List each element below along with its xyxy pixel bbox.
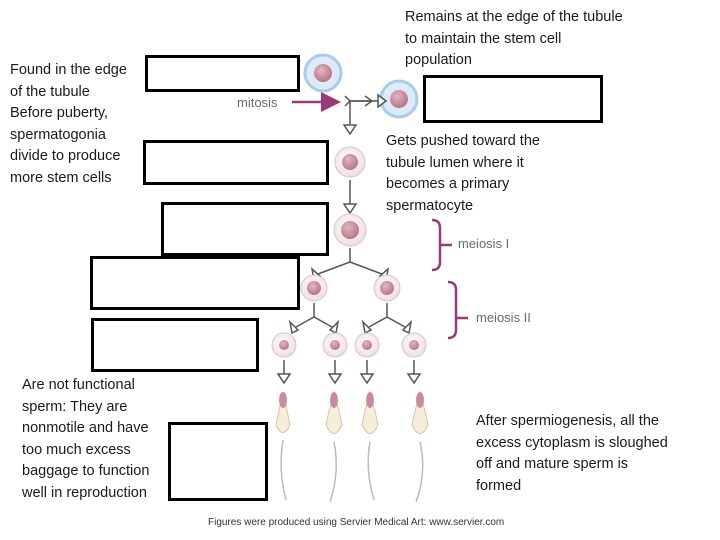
caption-spermatids: Are not functional sperm: They are nonmotile and have too much excess baggage to function well in reproduction: [22, 377, 150, 501]
meiosis2-bracket: [448, 282, 456, 338]
caption-stem-cell: Found in the edge of the tubule Before puberty, spermatogonia divide to produce more stem cells: [10, 62, 127, 186]
sperm-cell-2: [326, 392, 342, 502]
secondary-spermatocyte-right: [374, 275, 400, 301]
spermatid-row: [272, 333, 426, 357]
secondary-spermatocyte-left: [301, 275, 327, 301]
meiosis1-bracket: [432, 220, 440, 270]
spermatogonium-cell: [335, 147, 365, 177]
arrow-to-primary: [344, 180, 356, 213]
mitosis-label: mitosis: [237, 95, 278, 110]
caption-pushed-to-lumen: Gets pushed toward the tubule lumen where it becomes a primary spermatocyte: [386, 133, 540, 214]
mitosis-split-arrows: [344, 95, 386, 134]
sperm-cell-1: [276, 392, 290, 500]
stem-cell-parent: [305, 55, 341, 91]
caption-spermiogenesis: After spermiogenesis, all the excess cytoplasm is sloughed off and mature sperm is formed: [476, 413, 668, 494]
sperm-cell-3: [362, 392, 378, 500]
spermiogenesis-arrows: [278, 360, 420, 383]
meiosis-1-label: meiosis I: [458, 236, 510, 251]
caption-remains-at-edge: Remains at the edge of the tubule to maintain the stem cell population: [405, 9, 623, 68]
figure-credit: Figures were produced using Servier Medical Art: www.servier.com: [208, 517, 505, 528]
meiosis-2-label: meiosis II: [476, 310, 531, 325]
stem-cell-daughter: [381, 81, 417, 117]
sperm-cell-4: [412, 392, 428, 502]
primary-spermatocyte: [334, 214, 366, 246]
meiosis1-split-arrows: [312, 248, 388, 280]
meiosis2-split-arrows: [290, 303, 411, 333]
